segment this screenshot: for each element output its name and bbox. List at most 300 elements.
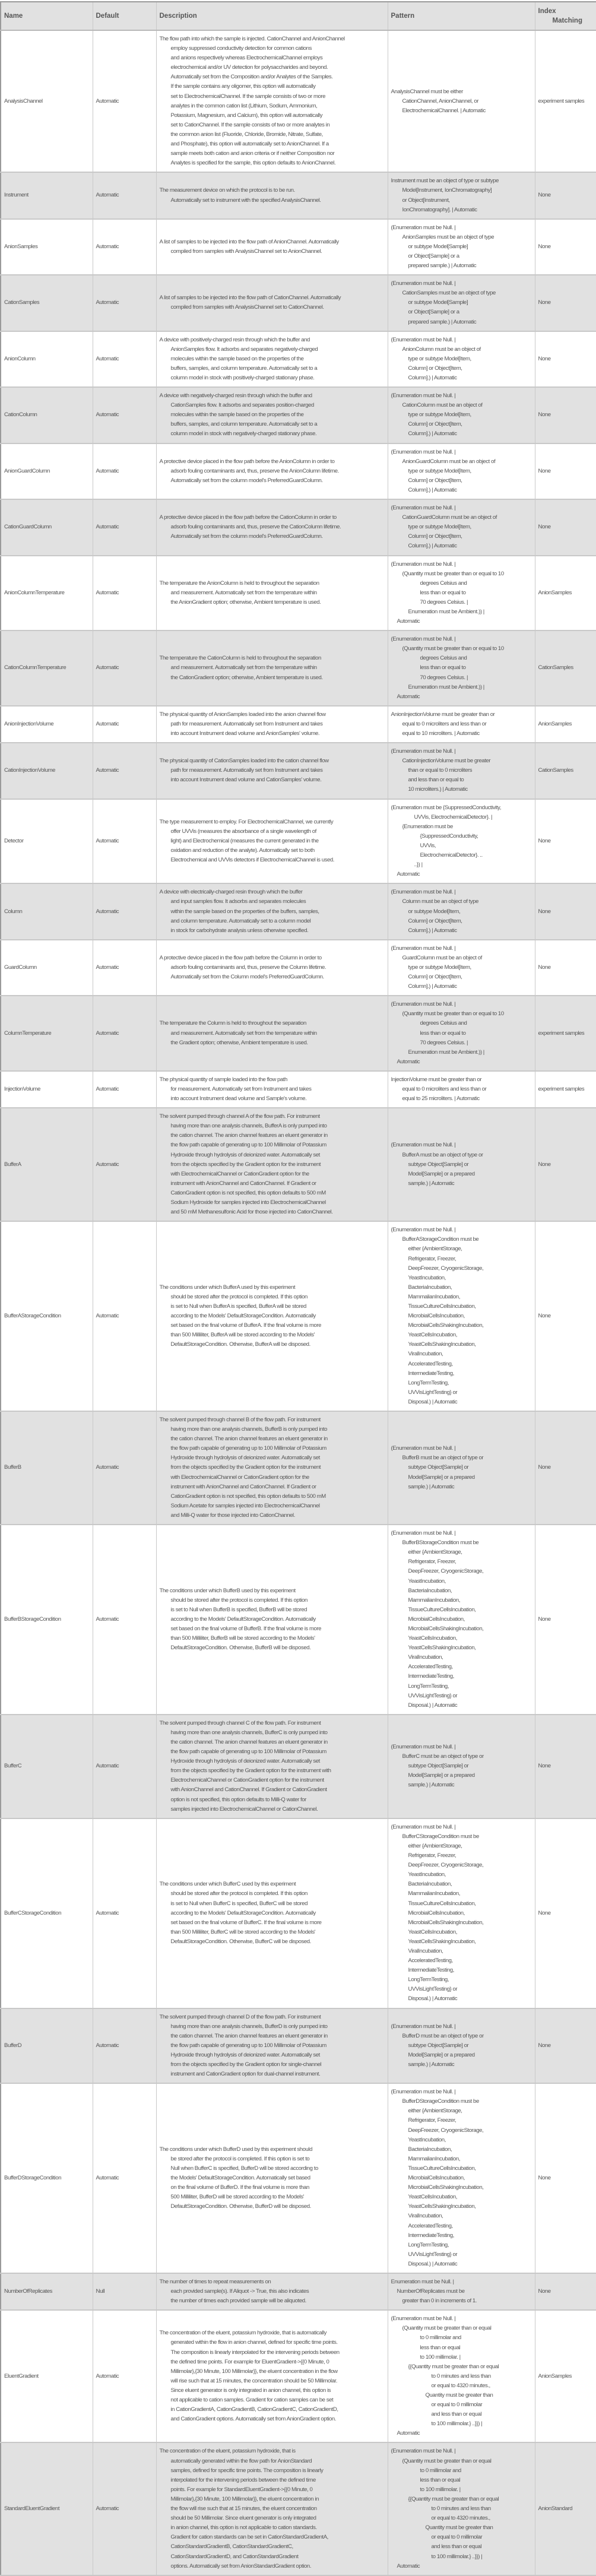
- cell-name: [1, 1221, 93, 1411]
- description-line: Sodium Hydroxide for samples injected into ElectrochemicalChannel: [170, 1199, 326, 1206]
- table-row: [1, 219, 596, 275]
- pattern-line: Model[Instrument, IonChromatography]: [402, 187, 492, 194]
- cell-description: [156, 2008, 388, 2084]
- pattern-line: (Enumeration must be Null. |: [391, 889, 456, 896]
- pattern-line: (Enumeration must be Null. |: [391, 1530, 456, 1537]
- option-name: AnionSamples: [4, 243, 38, 250]
- description-line: and column temperature. Automatically set to a column model: [170, 917, 311, 924]
- description-line: the cation channel. The anion channel features an eluent generator in: [170, 1132, 328, 1139]
- pattern-line: Refrigerator, Freezer,: [408, 2117, 456, 2124]
- description-line: A list of samples to be injected into the flow path of CationChannel. Automatically: [159, 294, 341, 302]
- table-row: [1, 743, 596, 799]
- cell-pattern: [388, 331, 535, 387]
- cell-description: [156, 30, 388, 172]
- table-row: [1, 1071, 596, 1108]
- pattern-line: MicrobialCellsIncubation,: [408, 1909, 465, 1916]
- pattern-line: BufferDStorageCondition must be: [402, 2098, 479, 2105]
- table-row: [1, 2083, 596, 2273]
- cell-pattern: [388, 799, 535, 884]
- cell-pattern: [388, 630, 535, 706]
- description-line: options. Automatically set from AnionStandardGradient option.: [170, 2562, 312, 2569]
- pattern-line: YeastCellsIncubation,: [408, 1928, 457, 1935]
- pattern-line: YeastCellsShakingIncubation,: [408, 1341, 476, 1348]
- table-row: [1, 2008, 596, 2084]
- pattern-line: Automatic: [397, 2430, 420, 2437]
- pattern-line: MicrobialCellsIncubation,: [408, 1615, 465, 1623]
- index-matching-value: None: [538, 1464, 551, 1471]
- description-line: set to ElectrochemicalChannel. If the sample consists of two or more: [170, 93, 326, 100]
- cell-index-matching: [535, 2008, 596, 2084]
- pattern-line: Instrument must be an object of type or subtype: [391, 178, 499, 185]
- table-row: [1, 1525, 596, 1715]
- description-line: the CationGradient option; otherwise, Ambient temperature is used.: [170, 674, 323, 681]
- index-matching-value: None: [538, 837, 551, 844]
- description-line: should be stored after the protocol is completed. If this option: [170, 1293, 307, 1300]
- index-matching-value: None: [538, 1615, 551, 1623]
- cell-default: [93, 1525, 156, 1715]
- table-row: [1, 2273, 596, 2310]
- cell-name: [1, 1715, 93, 1818]
- cell-name: [1, 883, 93, 939]
- pattern-line: DeepFreezer, CryogenicStorage,: [408, 1862, 484, 1869]
- header-pattern: Pattern: [388, 2, 535, 30]
- cell-description: [156, 443, 388, 499]
- cell-default: [93, 556, 156, 631]
- option-name: CationColumn: [4, 411, 37, 419]
- pattern-line: Refrigerator, Freezer,: [408, 1852, 456, 1859]
- description-line: DefaultStorageCondition. Otherwise, BufferC will be disposed.: [170, 1938, 311, 1945]
- description-line: molecules within the sample based on the properties of the: [170, 411, 304, 419]
- cell-default: [93, 2310, 156, 2442]
- cell-index-matching: [535, 219, 596, 275]
- cell-index-matching: [535, 499, 596, 555]
- description-line: The measurement device on which the protocol is to be run.: [159, 187, 295, 194]
- pattern-line: UVVisLightTesting} or: [408, 1986, 458, 1993]
- description-line: A protective device placed in the flow path before the Column in order to: [159, 954, 322, 961]
- pattern-line: GuardColumn must be an object of: [402, 954, 482, 961]
- cell-index-matching: [535, 799, 596, 884]
- table-row: [1, 172, 596, 218]
- cell-pattern: [388, 1525, 535, 1715]
- pattern-line: BufferC must be an object of type or: [402, 1753, 484, 1760]
- pattern-line: and less than or equal: [431, 2411, 482, 2418]
- pattern-line: BufferA must be an object of type or: [402, 1151, 483, 1158]
- description-line: should be 50 Millimolar. Since eluent generator is only integrated: [170, 2515, 316, 2522]
- description-line: than 500 Milliliter, BufferA will be stored according to the Models': [170, 1332, 315, 1339]
- description-line: Automatically set from the Composition and/or Analytes of the Samples.: [170, 74, 333, 81]
- pattern-line: (Quantity must be greater than or equal to 10: [402, 645, 504, 652]
- option-default: Automatic: [96, 720, 119, 727]
- description-line: according to the Models' DefaultStorageCondition. Automatically: [170, 1615, 316, 1623]
- cell-description: [156, 996, 388, 1071]
- description-line: will rise such that at 15 minutes, the concentration should be 50 Millimolar.: [170, 2377, 338, 2384]
- cell-name: [1, 1411, 93, 1525]
- cell-index-matching: [535, 1071, 596, 1108]
- description-line: and anions respectively whereas ElectrochemicalChannel employs: [170, 55, 323, 62]
- description-line: The temperature the AnionColumn is held to throughout the separation: [159, 579, 319, 587]
- pattern-line: BacteriaIncubation,: [408, 1284, 452, 1291]
- pattern-line: subtype Object[Sample] or: [408, 1763, 469, 1770]
- pattern-line: Disposal.) | Automatic: [408, 1398, 458, 1405]
- cell-index-matching: [535, 883, 596, 939]
- index-matching-value: None: [538, 411, 551, 419]
- pattern-line: IonChromatography]. | Automatic: [402, 206, 477, 213]
- option-name: BufferDStorageCondition: [4, 2175, 62, 2182]
- cell-default: [93, 706, 156, 743]
- description-line: The concentration of the eluent, potassium hydroxide, that is automatically: [159, 2330, 326, 2337]
- pattern-line: and less than or equal to: [408, 777, 464, 784]
- cell-index-matching: [535, 443, 596, 499]
- description-line: the cation channel. The anion channel features an eluent generator in: [170, 1436, 328, 1443]
- pattern-line: (Enumeration must be Null. |: [391, 336, 456, 343]
- cell-index-matching: [535, 1411, 596, 1525]
- header-index-matching: [535, 2, 596, 30]
- pattern-line: Disposal.) | Automatic: [408, 1995, 458, 2003]
- pattern-line: Automatic: [397, 1058, 420, 1065]
- pattern-line: (Enumeration must be Null. |: [391, 448, 456, 455]
- cell-index-matching: [535, 1525, 596, 1715]
- index-matching-value: AnionSamples: [538, 2372, 572, 2379]
- description-line: The composition is linearly interpolated for the intervening periods between: [170, 2349, 340, 2356]
- cell-index-matching: [535, 2310, 596, 2442]
- pattern-line: degrees Celsius and: [420, 579, 467, 587]
- description-line: analytes in the common cation list (Lithium, Sodium, Ammonium,: [170, 102, 318, 109]
- description-line: set based on the final volume of BufferB. If the final volume is more: [170, 1625, 322, 1632]
- description-line: in stock for carbohydrate analysis unless otherwise specified.: [170, 927, 309, 934]
- option-default: Automatic: [96, 1029, 119, 1037]
- option-name: BufferBStorageCondition: [4, 1615, 61, 1623]
- cell-description: [156, 499, 388, 555]
- description-line: with AnionChannel and CationChannel. If Gradient or CationGradient: [170, 1786, 327, 1794]
- description-line: The temperature the CationColumn is held to throughout the separation: [159, 655, 321, 662]
- option-default: Automatic: [96, 908, 119, 915]
- cell-pattern: [388, 443, 535, 499]
- pattern-line: subtype Object[Sample] or: [408, 1161, 469, 1168]
- pattern-line: Refrigerator, Freezer,: [408, 1558, 456, 1566]
- pattern-line: (Enumeration must be Null. |: [391, 224, 456, 231]
- description-line: the number of times each provided sample will be aliquoted.: [170, 2298, 306, 2305]
- cell-description: [156, 706, 388, 743]
- cell-index-matching: [535, 630, 596, 706]
- pattern-line: MammalianIncubation,: [408, 1596, 461, 1604]
- pattern-line: ViralIncubation,: [408, 1351, 443, 1358]
- pattern-line: Model[Sample] or a prepared: [408, 1772, 475, 1779]
- cell-index-matching: [535, 387, 596, 443]
- description-line: and Phosphate), this option will automatically set to AnionChannel. If a: [170, 141, 329, 148]
- pattern-line: MammalianIncubation,: [408, 1293, 461, 1300]
- cell-default: [93, 799, 156, 884]
- pattern-line: prepared sample.) | Automatic: [408, 318, 477, 325]
- description-line: the defined time points. For example for EluentGradient->{{0 Minute, 0: [170, 2358, 329, 2365]
- header-default: Default: [93, 2, 156, 30]
- cell-index-matching: [535, 2083, 596, 2273]
- cell-index-matching: [535, 1715, 596, 1818]
- pattern-line: {{Quantity must be greater than or equal: [408, 2495, 499, 2502]
- cell-index-matching: [535, 172, 596, 218]
- description-line: and CationGradient options. Automatically set from AnionGradient option.: [170, 2416, 337, 2423]
- description-line: be stored after the protocol is completed. If this option is set to: [170, 2155, 310, 2162]
- index-matching-value: None: [538, 964, 551, 971]
- index-matching-value: None: [538, 908, 551, 915]
- description-line: Null when BufferC is specified, BufferD will be stored according to: [170, 2165, 318, 2172]
- cell-description: [156, 331, 388, 387]
- pattern-line: sample.) | Automatic: [408, 1782, 455, 1789]
- description-line: The solvent pumped through channel A of the flow path. For instrument: [159, 1113, 320, 1120]
- pattern-line: CationSamples must be an object of type: [402, 290, 496, 297]
- table-row: [1, 996, 596, 1071]
- option-default: Automatic: [96, 1763, 119, 1770]
- description-line: and Milli-Q water for those injected into CationChannel.: [170, 1512, 295, 1519]
- description-line: Hydroxide through hydrolysis of deionized water. Automatically set: [170, 1455, 320, 1462]
- option-name: CationColumnTemperature: [4, 664, 66, 671]
- cell-pattern: [388, 706, 535, 743]
- description-line: Automatically set from the column model's PreferredGuardColumn.: [170, 477, 323, 484]
- pattern-line: (Enumeration must be Null. |: [391, 2448, 456, 2455]
- option-default: Automatic: [96, 1086, 119, 1092]
- description-line: The flow path into which the sample is injected. CationChannel and AnionChannel: [159, 36, 345, 42]
- pattern-line: LongTermTesting,: [408, 2241, 449, 2248]
- cell-name: [1, 743, 93, 799]
- cell-pattern: [388, 940, 535, 996]
- cell-index-matching: [535, 1108, 596, 1221]
- pattern-line: NumberOfReplicates must be: [397, 2288, 465, 2295]
- cell-name: [1, 275, 93, 331]
- pattern-line: IntermediateTesting,: [408, 2232, 454, 2239]
- pattern-line: InjectionVolume must be greater than or: [391, 1076, 482, 1083]
- cell-pattern: [388, 2442, 535, 2575]
- pattern-line: ViralIncubation,: [408, 2213, 443, 2220]
- index-matching-value: CationSamples: [538, 664, 573, 671]
- cell-index-matching: [535, 996, 596, 1071]
- option-name: BufferC: [4, 1763, 22, 1770]
- pattern-line: YeastIncubation,: [408, 1577, 446, 1585]
- description-line: according to the Models' DefaultStorageCondition. Automatically: [170, 1313, 316, 1320]
- pattern-line: DeepFreezer, CryogenicStorage,: [408, 1568, 484, 1575]
- pattern-line: BufferD must be an object of type or: [402, 2032, 484, 2039]
- cell-pattern: [388, 219, 535, 275]
- pattern-line: CationGuardColumn must be an object of: [402, 514, 497, 521]
- description-line: not applicable to cation samples. Gradient for cation samples can be set: [170, 2397, 334, 2404]
- option-name: AnionInjectionVolume: [4, 720, 54, 727]
- pattern-line: less than or equal: [420, 2476, 461, 2483]
- index-matching-value: None: [538, 1763, 551, 1770]
- description-line: light) and Electrochemical (measures the current generated in the: [170, 837, 319, 844]
- pattern-line: Enumeration must be Ambient.)) |: [408, 1048, 484, 1056]
- cell-pattern: [388, 1108, 535, 1221]
- pattern-line: (Enumeration must be Null. |: [391, 2089, 456, 2096]
- description-line: The number of times to repeat measurements on: [159, 2278, 271, 2285]
- description-line: the cation channel. The anion channel features an eluent generator in: [170, 1739, 328, 1745]
- option-default: Automatic: [96, 2372, 119, 2379]
- description-line: A device with electrically-charged resin through which the buffer: [159, 889, 303, 896]
- pattern-line: and less than or equal: [431, 2543, 482, 2550]
- cell-description: [156, 2442, 388, 2575]
- description-line: Gradient for cation standards can be set in CationStandardGradientA,: [170, 2534, 328, 2541]
- index-matching-value: None: [538, 299, 551, 306]
- pattern-line: (Enumeration must be Null. |: [391, 1445, 456, 1452]
- option-default: Null: [96, 2288, 105, 2295]
- pattern-line: Automatic: [397, 693, 420, 700]
- description-line: The solvent pumped through channel B of the flow path. For instrument: [159, 1417, 321, 1423]
- description-line: A list of samples to be injected into the flow path of AnionChannel. Automatically: [159, 238, 339, 245]
- option-default: Automatic: [96, 524, 119, 531]
- pattern-line: MicrobialCellsIncubation,: [408, 1313, 465, 1320]
- pattern-line: or equal to 4320 minutes.,: [431, 2382, 490, 2389]
- cell-name: [1, 219, 93, 275]
- description-line: the Gradient option; otherwise, Ambient temperature is used.: [170, 1039, 308, 1046]
- pattern-line: YeastIncubation,: [408, 2136, 446, 2143]
- pattern-line: (Quantity must be greater than or equal to 10: [402, 570, 504, 577]
- pattern-line: 70 degrees Celsius. |: [420, 1039, 468, 1046]
- cell-default: [93, 30, 156, 172]
- option-name: AnionGuardColumn: [4, 467, 50, 474]
- pattern-line: {SuppressedConductivity,: [420, 832, 478, 839]
- pattern-line: 10 microliters.) | Automatic: [408, 786, 468, 793]
- cell-name: [1, 331, 93, 387]
- description-line: A device with positively-charged resin through which the buffer and: [159, 336, 310, 343]
- cell-description: [156, 556, 388, 631]
- cell-default: [93, 2273, 156, 2310]
- description-line: for measurement. Automatically set from Instrument and takes: [170, 1086, 312, 1092]
- cell-name: [1, 2083, 93, 2273]
- index-matching-value: None: [538, 1161, 551, 1168]
- cell-default: [93, 443, 156, 499]
- cell-default: [93, 883, 156, 939]
- pattern-line: prepared sample.) | Automatic: [408, 262, 477, 270]
- pattern-line: less than or equal to: [420, 664, 466, 671]
- pattern-line: CationColumn must be an object of: [402, 402, 483, 409]
- cell-description: [156, 2273, 388, 2310]
- cell-default: [93, 499, 156, 555]
- description-line: with ElectrochemicalChannel or CationGradient option for the: [170, 1170, 309, 1177]
- pattern-line: YeastCellsShakingIncubation,: [408, 2203, 476, 2210]
- description-line: Hydroxide through hydrolysis of deionized water. Automatically set: [170, 2051, 320, 2058]
- description-line: A device with negatively-charged resin through which the buffer and: [159, 392, 312, 400]
- pattern-line: BufferBStorageCondition must be: [402, 1539, 479, 1547]
- option-default: Automatic: [96, 2042, 119, 2049]
- pattern-line: to 100 millimolar. |: [420, 2486, 461, 2493]
- pattern-line: (Enumeration must be Null. |: [391, 1227, 456, 1234]
- pattern-line: IntermediateTesting,: [408, 1673, 454, 1680]
- cell-pattern: [388, 743, 535, 799]
- option-default: Automatic: [96, 192, 119, 199]
- cell-index-matching: [535, 940, 596, 996]
- index-matching-value: None: [538, 467, 551, 474]
- cell-name: [1, 1108, 93, 1221]
- cell-pattern: [388, 1818, 535, 2008]
- description-line: and input samples flow. It adsorbs and separates molecules: [170, 898, 306, 905]
- description-line: DefaultStorageCondition. Otherwise, BufferB will be disposed.: [170, 1645, 311, 1652]
- pattern-line: or subtype Model[Sample]: [408, 299, 468, 306]
- pattern-line: Column] or Object[Item,: [408, 421, 462, 428]
- description-line: CationGradient option is not specified, this option defaults to 500 mM: [170, 1493, 326, 1500]
- description-line: oxidation and reduction of the analyte). Automatically set to both: [170, 847, 315, 854]
- table-row: [1, 799, 596, 884]
- pattern-line: IntermediateTesting,: [408, 1967, 454, 1974]
- pattern-line: (Enumeration must be {SuppressedConductivity,: [391, 804, 501, 811]
- pattern-line: UVVisLightTesting} or: [408, 2251, 458, 2258]
- description-line: from the objects specified by the Gradient option for the instrument: [170, 1464, 321, 1471]
- pattern-line: YeastCellsIncubation,: [408, 2194, 457, 2201]
- description-line: and measurement. Automatically set from the temperature within: [170, 1029, 317, 1037]
- option-name: BufferCStorageCondition: [4, 1909, 62, 1916]
- pattern-line: greater than 0 in increments of 1.: [402, 2298, 477, 2305]
- description-line: should be stored after the protocol is completed. If this option: [170, 1596, 307, 1604]
- pattern-line: to 100 millimolar.} ..}}) |: [431, 2553, 483, 2560]
- cell-default: [93, 743, 156, 799]
- cell-default: [93, 940, 156, 996]
- pattern-line: UVVis, ElectrochemicalDetector}. |: [414, 813, 493, 820]
- description-line: Hydroxide through hydrolysis of deionized water. Automatically set: [170, 1151, 320, 1158]
- cell-name: [1, 1525, 93, 1715]
- option-name: ColumnTemperature: [4, 1029, 52, 1037]
- option-default: Automatic: [96, 411, 119, 419]
- description-line: having more than one analysis channels, BufferC is only pumped into: [170, 1729, 328, 1736]
- pattern-line: YeastIncubation,: [408, 1871, 446, 1878]
- description-line: according to the Models' DefaultStorageCondition. Automatically: [170, 1909, 316, 1916]
- pattern-line: to 100 millimolar.} ..}}) |: [431, 2420, 483, 2428]
- option-name: InjectionVolume: [4, 1086, 40, 1092]
- pattern-line: TissueCultureCellsIncubation,: [408, 1900, 476, 1907]
- description-line: instrument and CationGradient option for dual-channel instrument.: [170, 2071, 321, 2078]
- cell-pattern: [388, 2273, 535, 2310]
- pattern-line: LongTermTesting,: [408, 1379, 449, 1386]
- pattern-line: Automatic: [397, 2562, 420, 2569]
- cell-index-matching: [535, 556, 596, 631]
- description-line: each provided sample(s). If Aliquot -> True, this also indicates: [170, 2288, 309, 2295]
- pattern-line: MicrobialCellsShakingIncubation,: [408, 1322, 484, 1329]
- description-line: offer UVVis (measures the absorbance of a single wavelength of: [170, 828, 316, 835]
- pattern-line: Model[Sample] or a prepared: [408, 2051, 475, 2058]
- description-line: interpolated for the intervening periods between the defined time: [170, 2476, 316, 2483]
- description-line: in CationGradientA, CationGradientB, CationGradientC, CationGradientD,: [170, 2406, 338, 2413]
- table-row: [1, 443, 596, 499]
- description-line: adsorb fouling contaminants and, thus, preserve the Column lifetime.: [170, 964, 326, 971]
- pattern-line: YeastCellsIncubation,: [408, 1332, 457, 1339]
- description-line: The conditions under which BufferC used by this experiment: [159, 1881, 296, 1888]
- description-line: buffers, samples, and column temperature. Automatically set to a: [170, 365, 318, 372]
- pattern-line: BufferB must be an object of type or: [402, 1455, 484, 1462]
- pattern-line: TissueCultureCellsIncubation,: [408, 2165, 476, 2172]
- option-default: Automatic: [96, 243, 119, 250]
- description-line: from the objects specified by the Gradient option for single-channel: [170, 2061, 322, 2068]
- cell-default: [93, 996, 156, 1071]
- pattern-line: type or subtype Model[Item,: [408, 964, 471, 971]
- pattern-line: type or subtype Model[Item,: [408, 467, 471, 474]
- pattern-line: (Quantity must be greater than or equal: [402, 2457, 492, 2464]
- description-line: adsorb fouling contaminants and, thus, preserve the AnionColumn lifetime.: [170, 467, 339, 474]
- description-line: having more than one analysis channels, BufferB is only pumped into: [170, 1426, 328, 1433]
- description-line: Sodium Acetate for samples injected into ElectrochemicalChannel: [170, 1502, 320, 1509]
- pattern-line: degrees Celsius and: [420, 655, 467, 662]
- pattern-line: IntermediateTesting,: [408, 1370, 454, 1377]
- pattern-line: Column].) | Automatic: [408, 927, 457, 934]
- option-name: CationInjectionVolume: [4, 767, 56, 774]
- pattern-line: ViralIncubation,: [408, 1947, 443, 1954]
- description-line: within the sample based on the properties of the buffers, samples,: [170, 908, 319, 915]
- pattern-line: type or subtype Model[Item,: [408, 411, 471, 419]
- option-name: Instrument: [4, 192, 28, 199]
- header-index-line-2: Matching: [552, 17, 582, 24]
- option-default: Automatic: [96, 964, 119, 971]
- cell-description: [156, 940, 388, 996]
- pattern-line: (Quantity must be greater than or equal: [402, 2325, 492, 2332]
- index-matching-value: experiment samples: [538, 1029, 585, 1037]
- cell-pattern: [388, 30, 535, 172]
- pattern-line: AnionInjectionVolume must be greater than or: [391, 711, 495, 718]
- pattern-line: AcceleratedTesting,: [408, 1664, 453, 1671]
- option-default: Automatic: [96, 1615, 119, 1623]
